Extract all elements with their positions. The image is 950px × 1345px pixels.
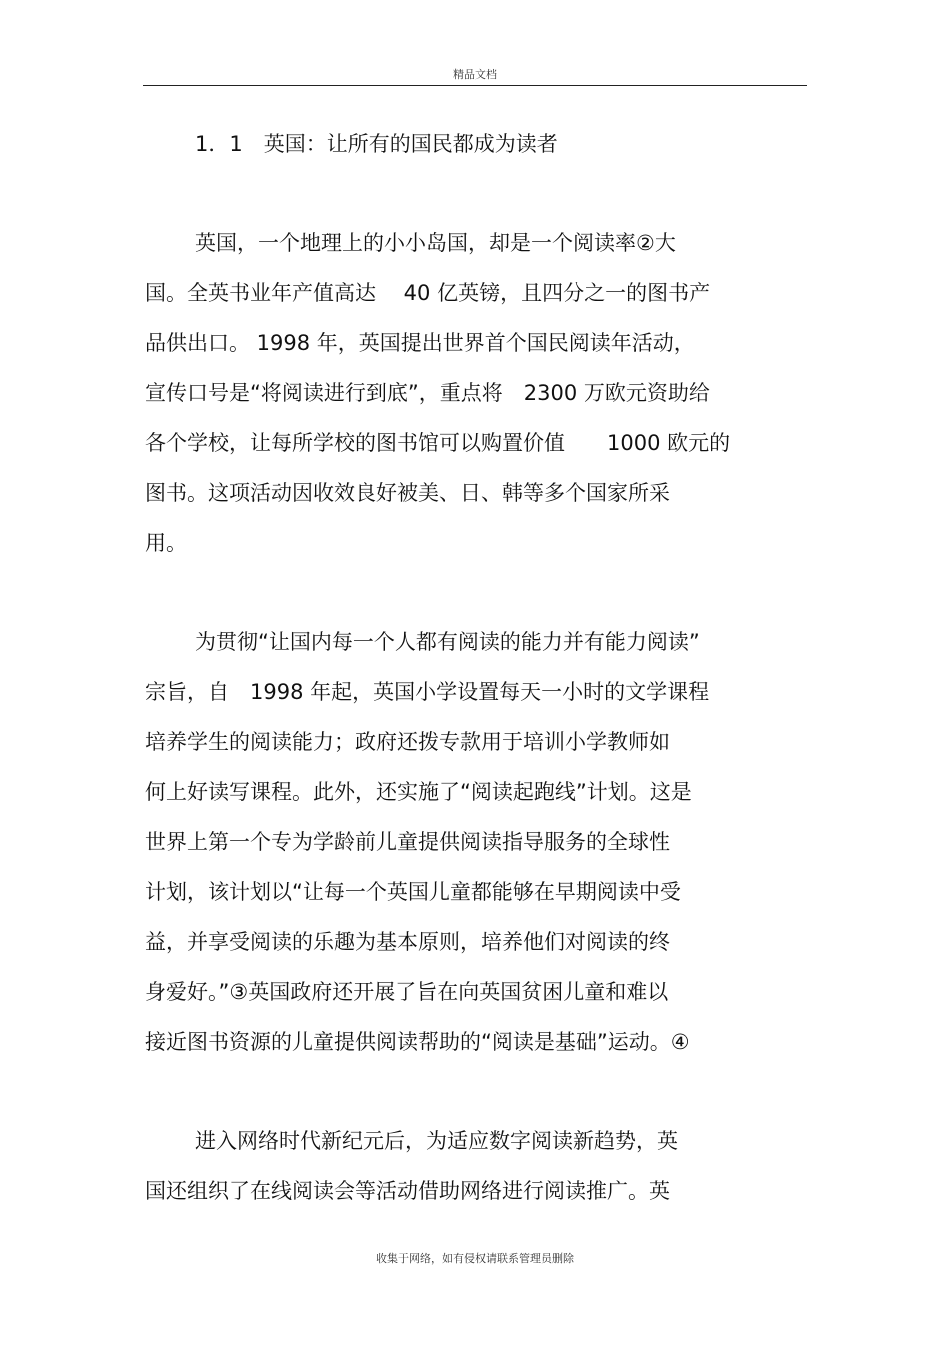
paragraph-3-line-2: 国还组织了在线阅读会等活动借助网络进行阅读推广。英 — [145, 1179, 670, 1203]
paragraph-2-line-6: 计划，该计划以“让每一个英国儿童都能够在早期阅读中受 — [145, 880, 681, 904]
paragraph-2-line-4: 何上好读写课程。此外，还实施了“阅读起跑线”计划。这是 — [145, 780, 692, 804]
paragraph-1-line-3: 品供出口。 1998 年，英国提出世界首个国民阅读年活动， — [145, 331, 695, 355]
paragraph-1-line-2: 国。全英书业年产值高达 40 亿英镑，且四分之一的图书产 — [145, 281, 711, 305]
paragraph-2-line-2: 宗旨，自 1998 年起，英国小学设置每天一小时的文学课程 — [145, 680, 710, 704]
section-heading: 1．1 英国：让所有的国民都成为读者 — [195, 132, 558, 156]
paragraph-1-line-5: 各个学校，让每所学校的图书馆可以购置价值 1000 欧元的 — [145, 431, 731, 455]
paragraph-1-line-1: 英国，一个地理上的小小岛国，却是一个阅读率②大 — [195, 231, 676, 255]
paragraph-3-line-1: 进入网络时代新纪元后，为适应数字阅读新趋势，英 — [195, 1129, 678, 1153]
paragraph-2-line-7: 益，并享受阅读的乐趣为基本原则，培养他们对阅读的终 — [145, 930, 670, 954]
paragraph-2-line-9: 接近图书资源的儿童提供阅读帮助的“阅读是基础”运动。④ — [145, 1030, 690, 1054]
paragraph-1-line-7: 用。 — [145, 531, 187, 555]
page-header-title: 精品文档 — [453, 68, 497, 81]
paragraph-1-line-4: 宣传口号是“将阅读进行到底”，重点将 2300 万欧元资助给 — [145, 381, 710, 405]
header-divider — [143, 85, 807, 86]
paragraph-2-line-3: 培养学生的阅读能力；政府还拨专款用于培训小学教师如 — [145, 730, 670, 754]
paragraph-2-line-1: 为贯彻“让国内每一个人都有阅读的能力并有能力阅读” — [195, 630, 700, 654]
paragraph-2-line-5: 世界上第一个专为学龄前儿童提供阅读指导服务的全球性 — [145, 830, 670, 854]
page-footer-note: 收集于网络，如有侵权请联系管理员删除 — [376, 1252, 574, 1265]
paragraph-2-line-8: 身爱好。”③英国政府还开展了旨在向英国贫困儿童和难以 — [145, 980, 669, 1004]
paragraph-1-line-6: 图书。这项活动因收效良好被美、日、韩等多个国家所采 — [145, 481, 670, 505]
